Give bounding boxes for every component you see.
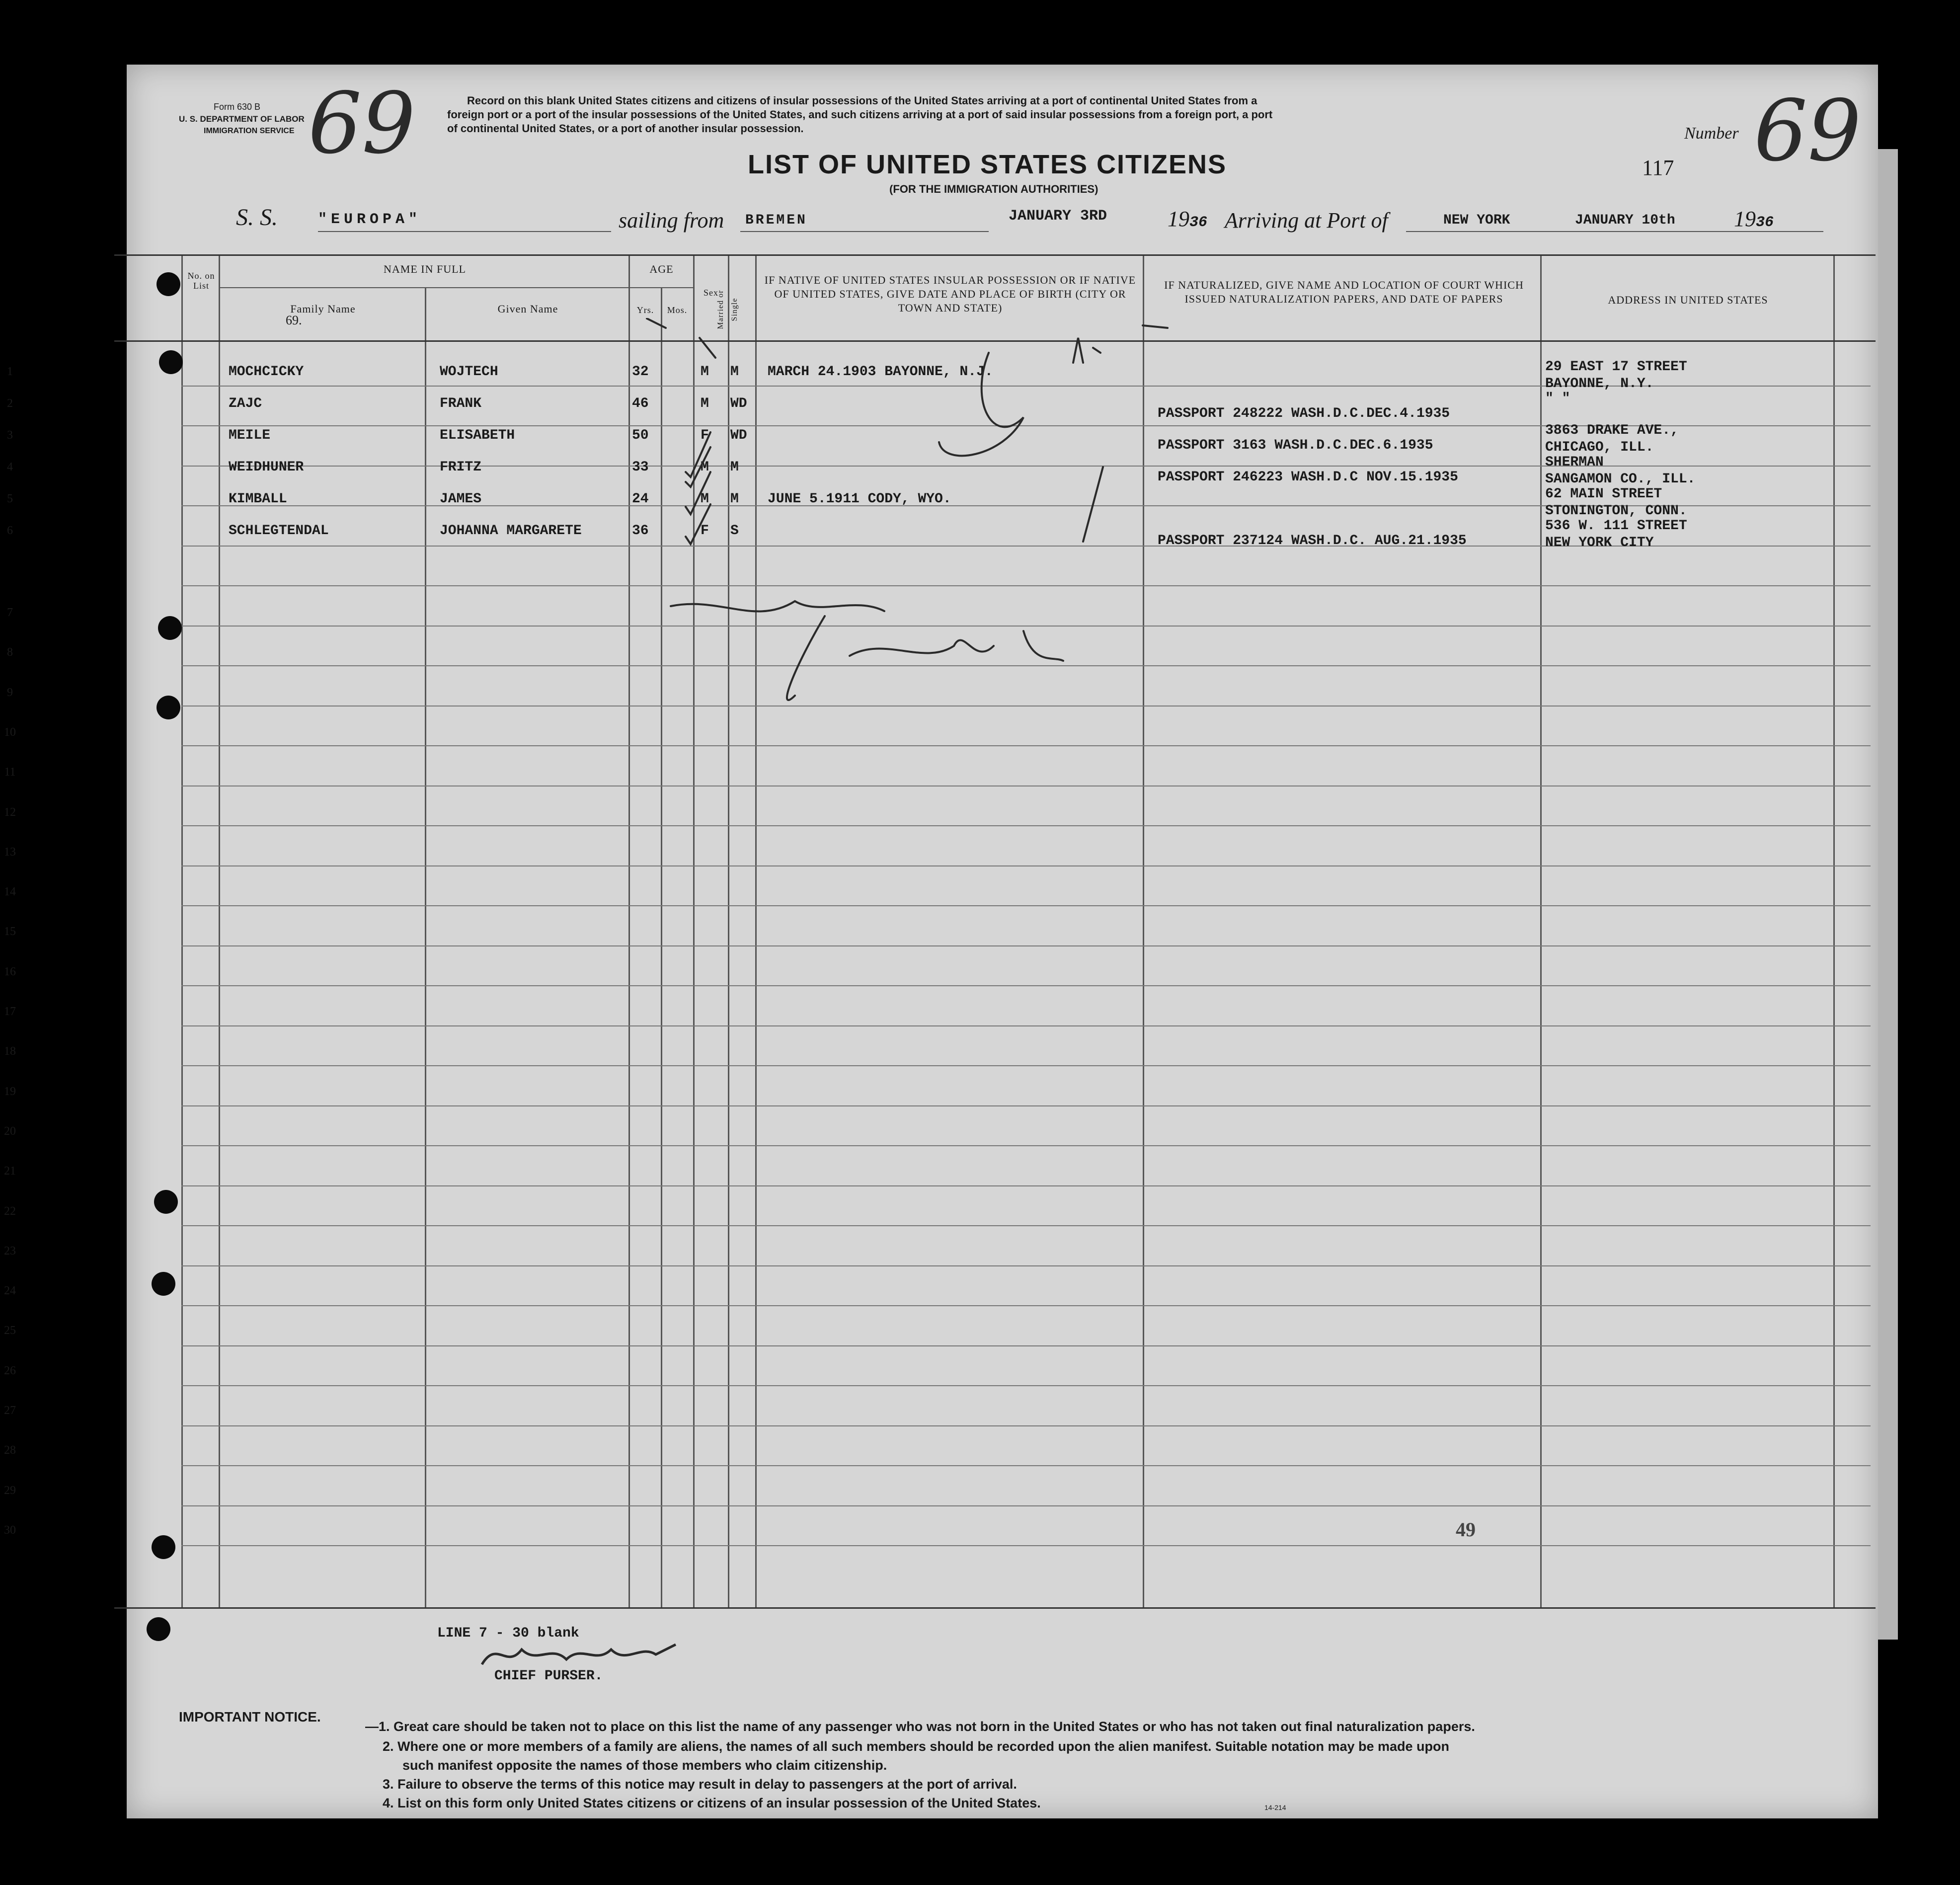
handwritten-time — [850, 631, 1063, 661]
family-name: MOCHCICKY — [229, 364, 304, 380]
sex: F — [701, 523, 709, 539]
family-name: ZAJC — [229, 396, 262, 411]
row-divider — [181, 905, 1871, 906]
marital-status: M — [730, 460, 739, 475]
age-years: 50 — [632, 428, 649, 443]
row-number: 8 — [7, 646, 13, 659]
port-underline — [740, 231, 989, 232]
row-divider — [181, 825, 1871, 826]
scrawl — [1073, 338, 1100, 363]
row-number: 2 — [7, 397, 13, 410]
department: U. S. DEPARTMENT OF LABOR — [179, 114, 305, 124]
address-line-2: STONINGTON, CONN. — [1545, 503, 1687, 519]
sailing-date: JANUARY 3RD — [1009, 208, 1107, 225]
signature-scrawl — [787, 616, 825, 700]
row-number: 25 — [4, 1324, 16, 1337]
row-divider — [181, 1225, 1871, 1226]
row-divider — [181, 865, 1871, 866]
row-divider — [181, 1465, 1871, 1466]
row-divider — [181, 1025, 1871, 1026]
row-number: 1 — [7, 365, 13, 378]
row-divider — [181, 1345, 1871, 1346]
row-divider — [181, 1385, 1871, 1386]
row-number: 6 — [7, 524, 13, 537]
row-number: 7 — [7, 606, 13, 619]
address-line-2: CHICAGO, ILL. — [1545, 440, 1654, 455]
row-divider — [181, 985, 1871, 986]
sailing-label: sailing from — [619, 208, 724, 233]
notice-label: IMPORTANT NOTICE. — [179, 1709, 321, 1725]
address-line-1: 536 W. 111 STREET — [1545, 518, 1687, 534]
arriving-label: Arriving at Port of — [1225, 208, 1388, 233]
row-number: 13 — [4, 845, 16, 859]
row-number: 5 — [7, 492, 13, 505]
row-divider — [181, 785, 1871, 786]
instructions-line-3: of continental United States, or a port of another insular possession. — [447, 122, 804, 135]
col-divider-given — [425, 288, 426, 1607]
row-number: 21 — [4, 1165, 16, 1178]
punch-hole — [147, 1617, 170, 1641]
form-title: LIST OF UNITED STATES CITIZENS — [748, 150, 1227, 179]
header-sex: Sex — [704, 288, 718, 298]
row-divider — [181, 1145, 1871, 1146]
col-divider-address — [1540, 256, 1542, 1607]
row-divider — [181, 1265, 1871, 1266]
family-name: WEIDHUNER — [229, 460, 304, 475]
sailing-port: BREMEN — [745, 213, 807, 228]
signature-scrawl — [671, 601, 884, 611]
sex: F — [701, 428, 709, 443]
name-subheader-line — [219, 287, 628, 288]
form-code: 14-214 — [1264, 1804, 1286, 1811]
notice-1: —1. Great care should be taken not to place on this list the name of any passenger who was not born in the United States or who has not taken out final naturalization papers. — [365, 1719, 1475, 1734]
arrival-underline — [1406, 231, 1823, 232]
naturalization-info: PASSPORT 3163 WASH.D.C.DEC.6.1935 — [1158, 438, 1433, 453]
given-name: ELISABETH — [440, 428, 515, 443]
table-bottom-border — [114, 1607, 1876, 1609]
col-divider-family — [219, 256, 220, 1607]
address-line-1: 3863 DRAKE AVE., — [1545, 423, 1679, 438]
address-line-1: SHERMAN — [1545, 455, 1604, 470]
marital-status: M — [730, 491, 739, 507]
naturalization-info: PASSPORT 237124 WASH.D.C. AUG.21.1935 — [1158, 533, 1467, 549]
page-stamp: 49 — [1456, 1518, 1476, 1541]
header-given-name: Given Name — [497, 303, 558, 315]
age-years: 33 — [632, 460, 649, 475]
row-number: 29 — [4, 1484, 16, 1497]
row-divider — [181, 1185, 1871, 1186]
naturalization-info: PASSPORT 248222 WASH.D.C.DEC.4.1935 — [1158, 406, 1450, 421]
col-divider-end — [1833, 256, 1835, 1607]
row-number: 16 — [4, 965, 16, 978]
marital-status: WD — [730, 428, 747, 443]
punch-hole — [158, 616, 182, 640]
header-age: AGE — [649, 263, 674, 275]
notice-2b: such manifest opposite the names of those members who claim citizenship. — [402, 1758, 887, 1773]
header-no-on-list: No. on List — [187, 271, 215, 291]
row-number: 22 — [4, 1204, 16, 1218]
chief-purser-label: CHIEF PURSER. — [494, 1668, 603, 1684]
handwritten-number-right: 69 — [1754, 82, 1862, 180]
header-naturalized: IF NATURALIZED, GIVE NAME AND LOCATION OF COURT WHICH ISSUED NATURALIZATION PAPERS, AND DATE OF PAPERS — [1164, 279, 1524, 305]
header-native: IF NATIVE OF UNITED STATES INSULAR POSSESSION OR IF NATIVE OF UNITED STATES, GIVE DATE AND PLACE OF BIRTH (CITY OR TOWN AND STATE) — [764, 274, 1136, 314]
row-number: 23 — [4, 1244, 16, 1257]
given-name: JAMES — [440, 491, 482, 507]
row-number: 9 — [7, 686, 13, 699]
handwritten-annotations — [646, 318, 1192, 725]
instructions-line-1: Record on this blank United States citizens and citizens of insular possessions of the United States arriving at a port of continental United States from a — [467, 94, 1257, 107]
address-line-2: NEW YORK CITY — [1545, 535, 1654, 550]
given-name: FRANK — [440, 396, 482, 411]
birth-info: MARCH 24.1903 BAYONNE, N.J. — [768, 364, 993, 380]
sex: M — [701, 460, 709, 475]
row-divider — [181, 745, 1871, 746]
row-number: 15 — [4, 925, 16, 939]
row-number: 4 — [7, 461, 13, 473]
scrawl — [939, 353, 1023, 456]
header-yrs: Yrs. — [636, 305, 654, 315]
sex: M — [701, 364, 709, 380]
form-subtitle: (FOR THE IMMIGRATION AUTHORITIES) — [889, 183, 1098, 195]
row-number: 27 — [4, 1404, 16, 1417]
ship-name: "EUROPA" — [318, 211, 422, 228]
age-years: 24 — [632, 491, 649, 507]
row-number: 30 — [4, 1523, 16, 1537]
ship-underline — [318, 231, 611, 232]
family-name: MEILE — [229, 428, 271, 443]
marital-status: WD — [730, 396, 747, 411]
row-number: 18 — [4, 1045, 16, 1058]
check-mark — [686, 472, 710, 514]
col-divider-no — [181, 256, 183, 1607]
punch-hole — [152, 1272, 175, 1296]
family-name: SCHLEGTENDAL — [229, 523, 329, 539]
address-line-2: SANGAMON CO., ILL. — [1545, 471, 1696, 487]
punch-hole — [154, 1190, 178, 1214]
age-years: 32 — [632, 364, 649, 380]
given-name: JOHANNA MARGARETE — [440, 523, 582, 539]
instructions-line-2: foreign port or a port of the insular possessions of the United States, and such citizens arriving at a port of said insular possessions from a foreign port, a port — [447, 108, 1273, 121]
blank-lines-note: LINE 7 - 30 blank — [437, 1626, 579, 1641]
sex: M — [701, 396, 709, 411]
arrival-port: NEW YORK — [1443, 213, 1510, 228]
list-no-note: 69. — [286, 313, 302, 327]
punch-hole — [152, 1535, 175, 1559]
row-divider — [181, 1065, 1871, 1066]
year-prefix-2: 19 — [1734, 207, 1756, 231]
header-married-single: Married or Single — [716, 290, 739, 329]
address-line-1: 29 EAST 17 STREET — [1545, 359, 1687, 375]
header-mos: Mos. — [667, 305, 688, 315]
notice-3: 3. Failure to observe the terms of this notice may result in delay to passengers at the port of arrival. — [383, 1777, 1017, 1792]
header-family-name: Family Name — [290, 303, 356, 315]
row-divider — [181, 1105, 1871, 1106]
given-name: WOJTECH — [440, 364, 498, 380]
address-line-2: BAYONNE, N.Y. — [1545, 376, 1654, 392]
form-number: Form 630 B — [214, 102, 261, 112]
sex: M — [701, 491, 709, 507]
row-divider — [181, 1545, 1871, 1546]
row-number: 11 — [4, 766, 16, 779]
tick-mark — [1083, 467, 1103, 542]
age-subheader-line — [628, 287, 693, 288]
row-number: 24 — [4, 1284, 16, 1298]
row-number: 14 — [4, 885, 16, 899]
punch-hole — [159, 350, 183, 374]
row-divider — [181, 1305, 1871, 1306]
tick-mark — [1143, 325, 1168, 328]
sailing-year: 36 — [1189, 214, 1208, 231]
service: IMMIGRATION SERVICE — [204, 127, 295, 135]
row-number: 20 — [4, 1124, 16, 1138]
arrival-year: 36 — [1756, 214, 1774, 231]
row-number: 28 — [4, 1444, 16, 1457]
marital-status: S — [730, 523, 739, 539]
check-mark — [686, 504, 710, 544]
arrival-date: JANUARY 10th — [1575, 213, 1675, 228]
table-top-border — [114, 254, 1876, 256]
age-years: 36 — [632, 523, 649, 539]
row-divider — [181, 1425, 1871, 1426]
header-name-in-full: NAME IN FULL — [384, 263, 466, 275]
family-name: KIMBALL — [229, 491, 287, 507]
punch-hole — [157, 696, 180, 719]
row-number: 3 — [7, 429, 13, 442]
row-number: 17 — [4, 1005, 16, 1018]
given-name: FRITZ — [440, 460, 482, 475]
address-line-1: " " — [1545, 391, 1570, 406]
ss-label: S. S. — [236, 204, 278, 231]
header-address: ADDRESS IN UNITED STATES — [1608, 294, 1768, 306]
notice-4: 4. List on this form only United States citizens or citizens of an insular possession of the United States. — [383, 1796, 1041, 1810]
number-label: Number — [1684, 124, 1739, 143]
punch-hole — [157, 272, 180, 296]
naturalization-info: PASSPORT 246223 WASH.D.C NOV.15.1935 — [1158, 470, 1458, 485]
row-number: 19 — [4, 1085, 16, 1098]
row-divider — [181, 945, 1871, 946]
col-divider-yrs — [628, 256, 630, 1607]
birth-info: JUNE 5.1911 CODY, WYO. — [768, 491, 951, 507]
marital-status: M — [730, 364, 739, 380]
tick-mark — [646, 318, 715, 358]
row-divider — [181, 1505, 1871, 1506]
age-years: 46 — [632, 396, 649, 411]
row-number: 12 — [4, 805, 16, 819]
row-number: 10 — [4, 725, 16, 739]
year-prefix-1: 19 — [1168, 207, 1189, 231]
page-reference: 117 — [1642, 156, 1674, 180]
row-number: 26 — [4, 1364, 16, 1377]
handwritten-number-left: 69 — [308, 75, 416, 173]
notice-2a: 2. Where one or more members of a family are aliens, the names of all such members should be recorded upon the alien manifest. Suitable notation may be made upon — [383, 1739, 1450, 1754]
address-line-1: 62 MAIN STREET — [1545, 486, 1662, 502]
